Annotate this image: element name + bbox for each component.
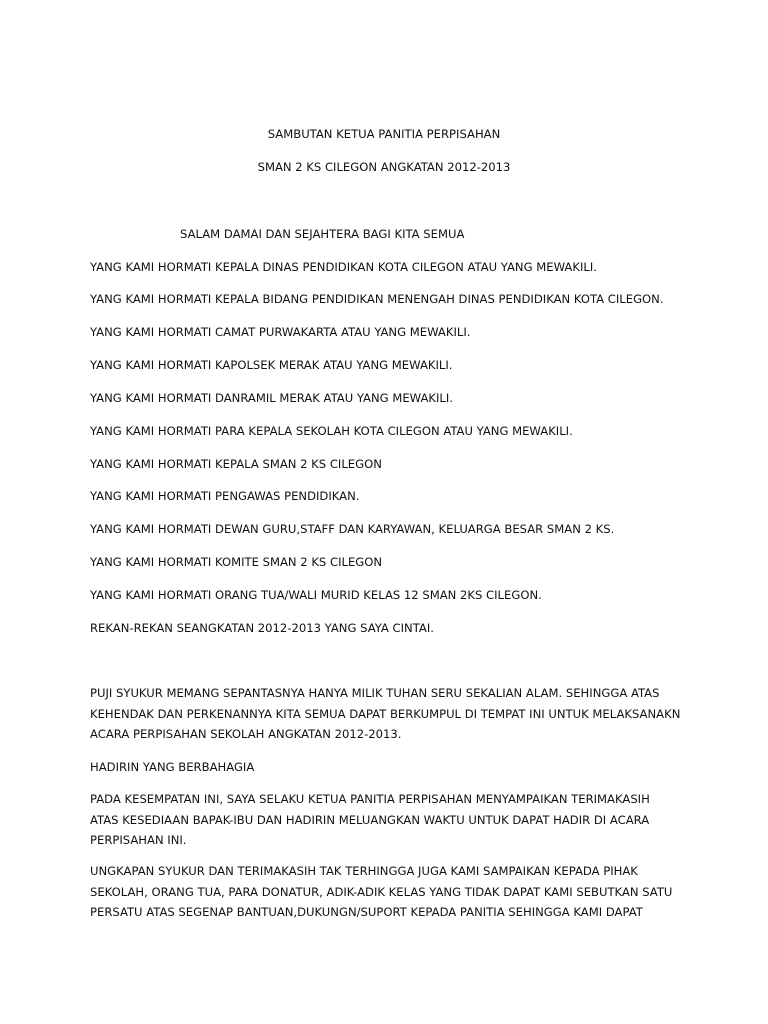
honorific-line: YANG KAMI HORMATI PARA KEPALA SEKOLAH KOTA CILEGON ATAU YANG MEWAKILI.: [90, 424, 573, 438]
paragraph-line: ACARA PERPISAHAN SEKOLAH ANGKATAN 2012-2013.: [90, 727, 402, 741]
greeting-line: SALAM DAMAI DAN SEJAHTERA BAGI KITA SEMUA: [180, 227, 465, 241]
document-subtitle: SMAN 2 KS CILEGON ANGKATAN 2012-2013: [257, 160, 511, 174]
honorific-line: YANG KAMI HORMATI DEWAN GURU,STAFF DAN KARYAWAN, KELUARGA BESAR SMAN 2 KS.: [90, 522, 615, 536]
paragraph-appreciation: [90, 861, 690, 923]
paragraph-thanks: [90, 789, 690, 851]
paragraph-line: PERSATU ATAS SEGENAP BANTUAN,DUKUNGN/SUPORT KEPADA PANITIA SEHINGGA KAMI DAPAT: [90, 905, 643, 919]
paragraph-line: UNGKAPAN SYUKUR DAN TERIMAKASIH TAK TERHINGGA JUGA KAMI SAMPAIKAN KEPADA PIHAK: [90, 864, 638, 878]
honorific-line: YANG KAMI HORMATI KEPALA BIDANG PENDIDIKAN MENENGAH DINAS PENDIDIKAN KOTA CILEGON.: [90, 292, 664, 306]
address-line: HADIRIN YANG BERBAHAGIA: [90, 760, 255, 774]
honorific-line: YANG KAMI HORMATI DANRAMIL MERAK ATAU YANG MEWAKILI.: [90, 391, 453, 405]
paragraph-line: PERPISAHAN INI.: [90, 833, 187, 847]
paragraph-line: PUJI SYUKUR MEMANG SEPANTASNYA HANYA MILIK TUHAN SERU SEKALIAN ALAM. SEHINGGA ATAS: [90, 686, 660, 700]
honorific-line: YANG KAMI HORMATI KEPALA DINAS PENDIDIKAN KOTA CILEGON ATAU YANG MEWAKILI.: [90, 260, 597, 274]
honorific-line: YANG KAMI HORMATI ORANG TUA/WALI MURID KELAS 12 SMAN 2KS CILEGON.: [90, 588, 542, 602]
paragraph-gratitude: [90, 683, 690, 745]
honorific-line: YANG KAMI HORMATI CAMAT PURWAKARTA ATAU YANG MEWAKILI.: [90, 325, 471, 339]
honorific-line: YANG KAMI HORMATI KAPOLSEK MERAK ATAU YANG MEWAKILI.: [90, 358, 453, 372]
paragraph-line: SEKOLAH, ORANG TUA, PARA DONATUR, ADIK-ADIK KELAS YANG TIDAK DAPAT KAMI SEBUTKAN SATU: [90, 884, 673, 899]
paragraph-line: ATAS KESEDIAAN BAPAK-IBU DAN HADIRIN MELUANGKAN WAKTU UNTUK DAPAT HADIR DI ACARA: [90, 812, 650, 827]
honorific-line: YANG KAMI HORMATI PENGAWAS PENDIDIKAN.: [90, 489, 360, 503]
honorific-line: REKAN-REKAN SEANGKATAN 2012-2013 YANG SAYA CINTAI.: [90, 621, 434, 635]
document-title: SAMBUTAN KETUA PANITIA PERPISAHAN: [267, 127, 501, 141]
paragraph-line: KEHENDAK DAN PERKENANNYA KITA SEMUA DAPAT BERKUMPUL DI TEMPAT INI UNTUK MELAKSANAKN: [90, 706, 681, 721]
honorific-line: YANG KAMI HORMATI KOMITE SMAN 2 KS CILEGON: [90, 555, 383, 569]
honorific-line: YANG KAMI HORMATI KEPALA SMAN 2 KS CILEGON: [90, 457, 382, 471]
paragraph-line: PADA KESEMPATAN INI, SAYA SELAKU KETUA PANITIA PERPISAHAN MENYAMPAIKAN TERIMAKASIH: [90, 792, 650, 806]
